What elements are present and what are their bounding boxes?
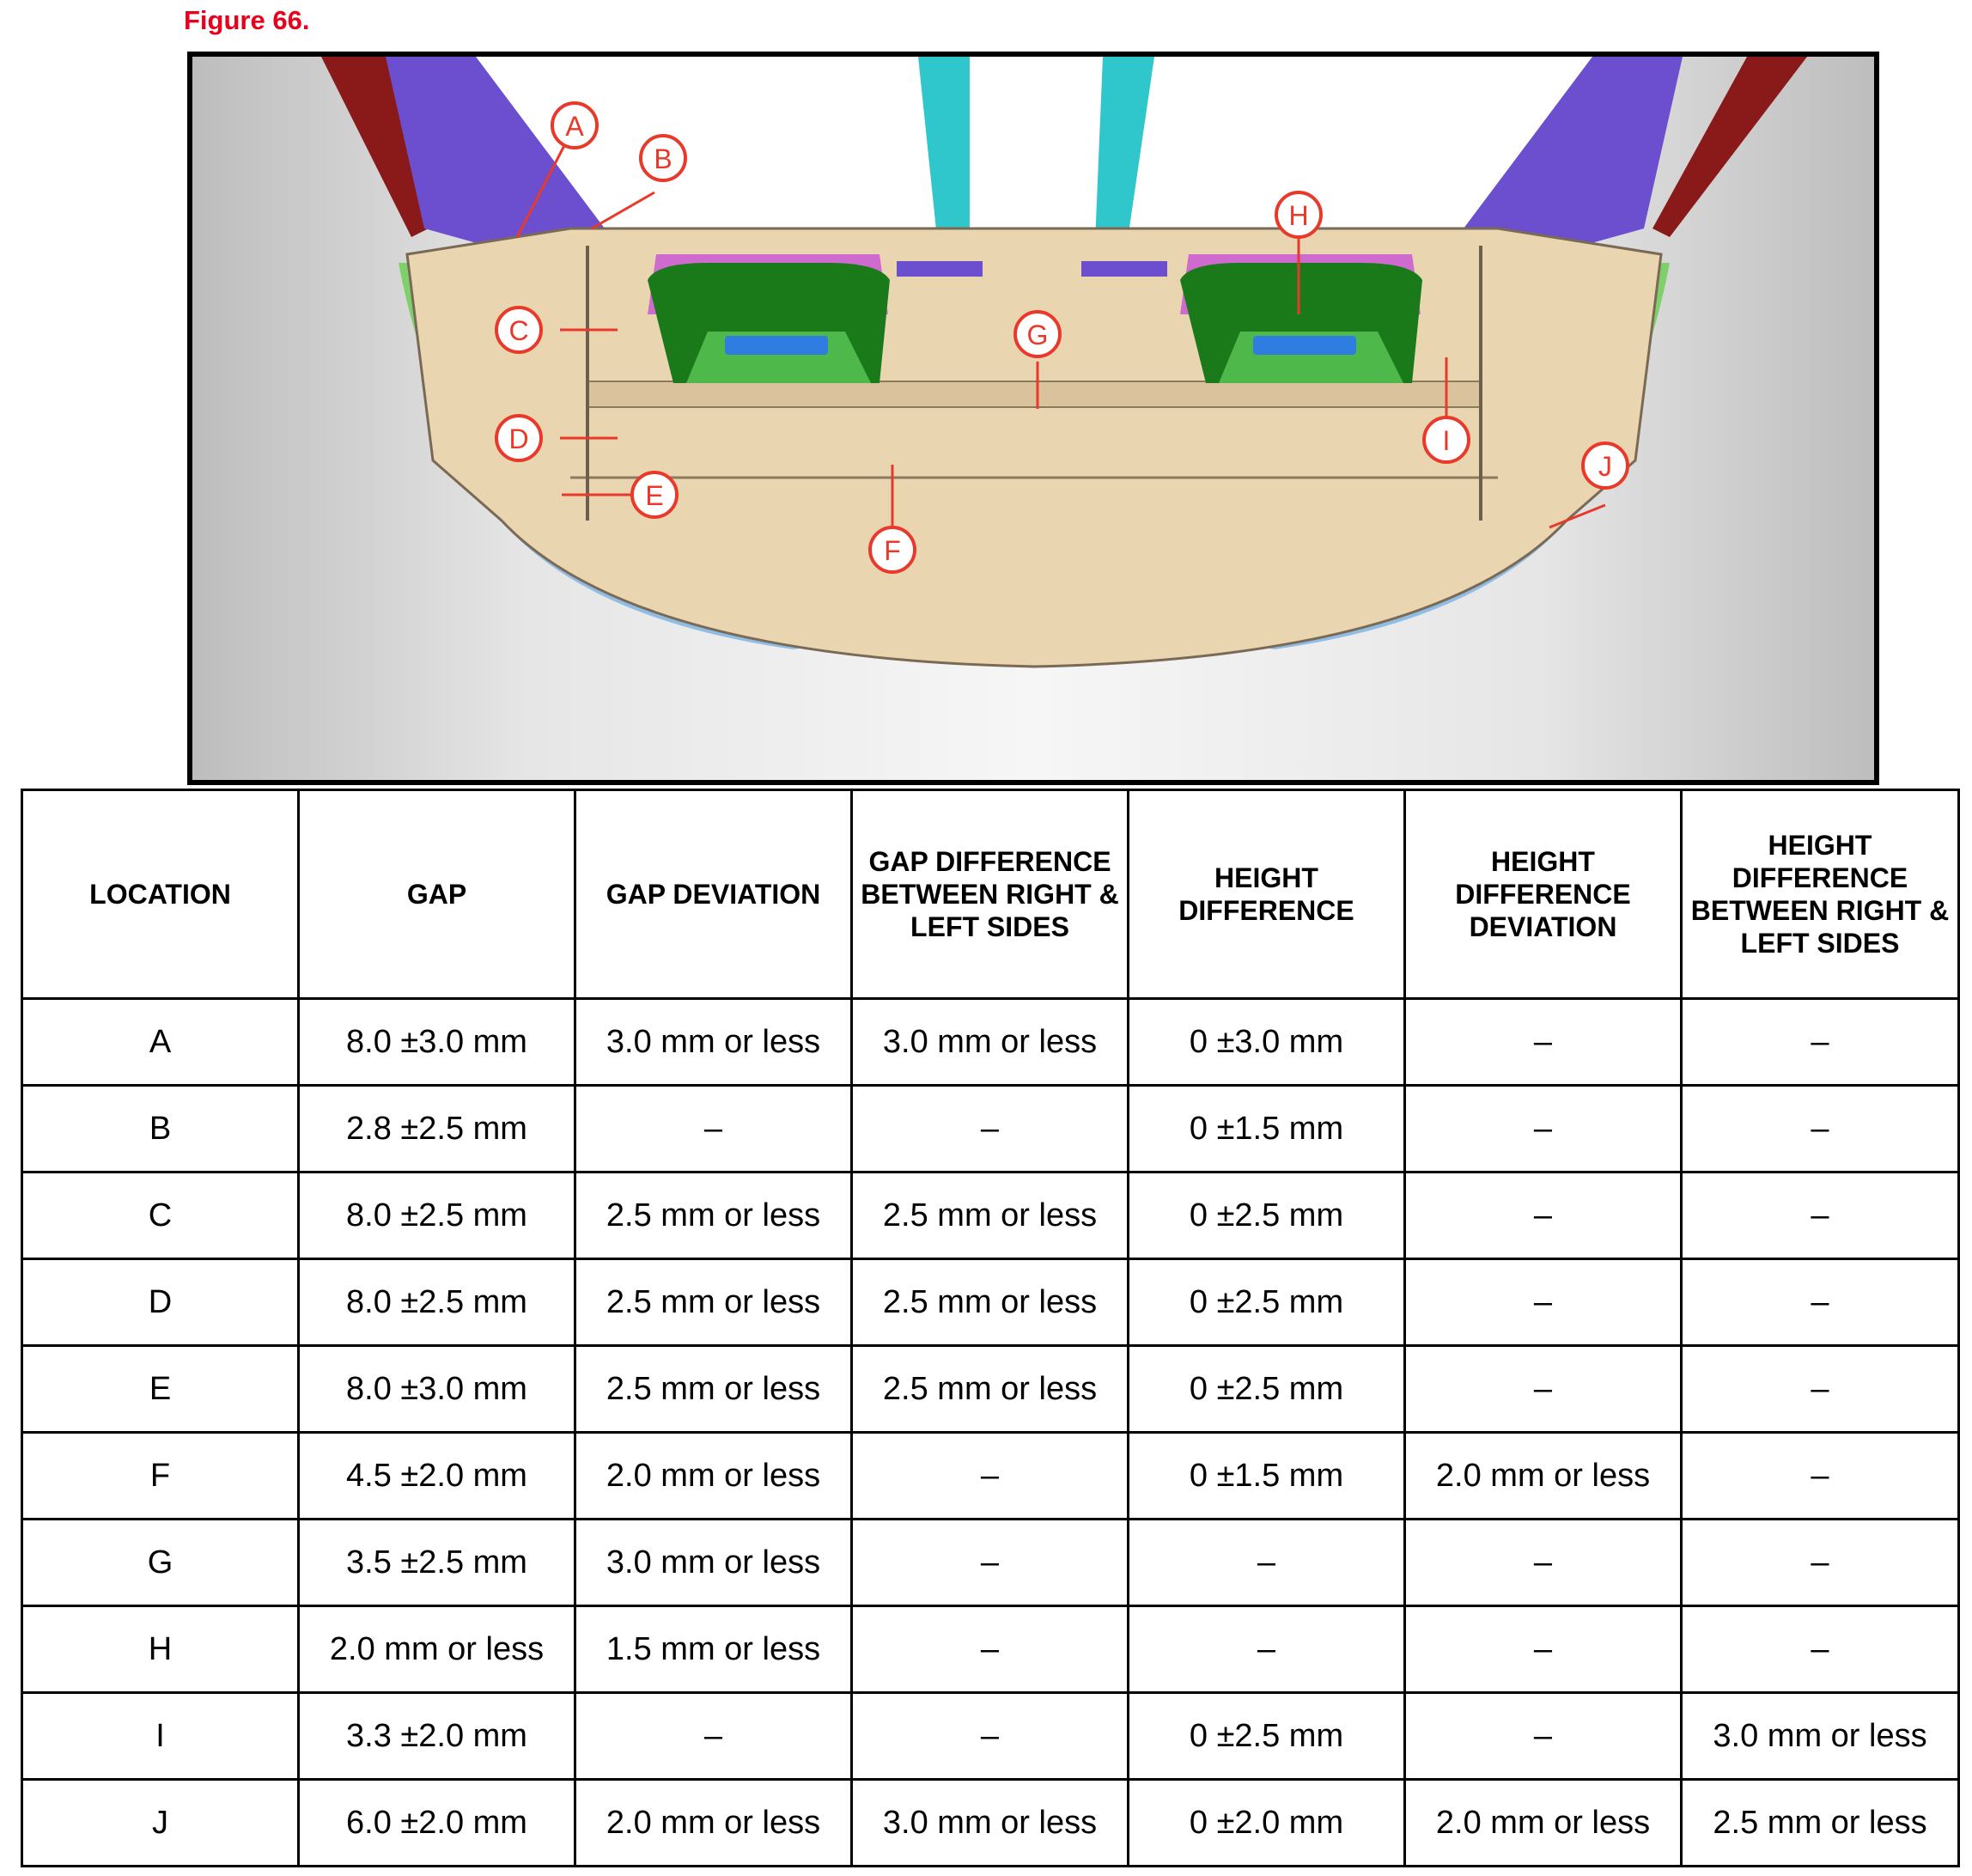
table-cell: 2.5 mm or less — [1682, 1780, 1959, 1867]
table-row — [22, 1259, 1959, 1346]
table-cell: 2.0 mm or less — [1405, 1433, 1682, 1520]
table-cell: 0 ±2.5 mm — [1129, 1346, 1405, 1433]
table-cell: – — [1405, 1606, 1682, 1693]
callout-f: F — [884, 535, 901, 566]
table-cell: 0 ±3.0 mm — [1129, 999, 1405, 1086]
table-cell: – — [1405, 1172, 1682, 1259]
header-gap-difference: GAP DIFFERENCE BETWEEN RIGHT & LEFT SIDES — [852, 790, 1129, 999]
table-cell: 0 ±2.5 mm — [1129, 1172, 1405, 1259]
table-cell: 0 ±1.5 mm — [1129, 1433, 1405, 1520]
header-height-difference: HEIGHT DIFFERENCE — [1129, 790, 1405, 999]
table-cell: 4.5 ±2.0 mm — [299, 1433, 575, 1520]
table-cell: – — [852, 1086, 1129, 1172]
table-header-row — [22, 790, 1959, 999]
table-cell: F — [22, 1433, 299, 1520]
left-pocket-light — [725, 336, 828, 355]
table-row — [22, 1520, 1959, 1606]
table-cell: I — [22, 1693, 299, 1780]
callout-a: A — [565, 111, 584, 142]
table-cell: 2.0 mm or less — [299, 1606, 575, 1693]
table-row — [22, 1693, 1959, 1780]
callout-b: B — [654, 143, 673, 174]
clip-left — [897, 261, 983, 277]
table-cell: D — [22, 1259, 299, 1346]
table-cell: – — [1682, 1259, 1959, 1346]
table-cell: – — [1682, 1606, 1959, 1693]
table-cell: 2.5 mm or less — [575, 1259, 852, 1346]
table-cell: 3.3 ±2.0 mm — [299, 1693, 575, 1780]
table-cell: – — [1682, 1346, 1959, 1433]
table-cell: 3.5 ±2.5 mm — [299, 1520, 575, 1606]
upper-beam — [587, 381, 1481, 407]
table-cell: H — [22, 1606, 299, 1693]
table-cell: C — [22, 1172, 299, 1259]
table-cell: – — [852, 1606, 1129, 1693]
header-gap: GAP — [299, 790, 575, 999]
table-cell: 2.0 mm or less — [1405, 1780, 1682, 1867]
table-cell: – — [1405, 1259, 1682, 1346]
table-cell: 2.5 mm or less — [575, 1346, 852, 1433]
header-height-difference-deviation: HEIGHT DIFFERENCE DEVIATION — [1405, 790, 1682, 999]
callout-g: G — [1026, 320, 1049, 350]
bumper-illustration — [187, 52, 1879, 785]
table-row — [22, 1606, 1959, 1693]
table-cell: – — [852, 1693, 1129, 1780]
right-pocket-light — [1253, 336, 1356, 355]
table-cell: 8.0 ±3.0 mm — [299, 1346, 575, 1433]
table-cell: 2.5 mm or less — [852, 1346, 1129, 1433]
bumper-drawing — [192, 57, 1874, 780]
table-row — [22, 1780, 1959, 1867]
table-cell: – — [1405, 999, 1682, 1086]
table-cell: 8.0 ±2.5 mm — [299, 1259, 575, 1346]
table-cell: – — [1405, 1346, 1682, 1433]
table-cell: 2.0 mm or less — [575, 1780, 852, 1867]
table-cell: – — [1405, 1086, 1682, 1172]
callout-j: J — [1598, 451, 1612, 482]
table-cell: 3.0 mm or less — [852, 1780, 1129, 1867]
header-gap-deviation: GAP DEVIATION — [575, 790, 852, 999]
table-cell: – — [1405, 1693, 1682, 1780]
table-cell: 1.5 mm or less — [575, 1606, 852, 1693]
table-row — [22, 1172, 1959, 1259]
table-row — [22, 999, 1959, 1086]
table-row — [22, 1433, 1959, 1520]
callout-i: I — [1442, 425, 1451, 456]
table-cell: – — [1682, 1520, 1959, 1606]
table-cell: 0 ±2.0 mm — [1129, 1780, 1405, 1867]
table-body — [22, 999, 1959, 1867]
table-cell: – — [575, 1086, 852, 1172]
table-cell: 2.5 mm or less — [575, 1172, 852, 1259]
table-cell: A — [22, 999, 299, 1086]
table-cell: 8.0 ±3.0 mm — [299, 999, 575, 1086]
table-cell: – — [1129, 1606, 1405, 1693]
table-cell: 2.0 mm or less — [575, 1433, 852, 1520]
table-cell: 3.0 mm or less — [575, 999, 852, 1086]
callout-h: H — [1288, 200, 1309, 231]
table-cell: – — [575, 1693, 852, 1780]
trunk-opening — [450, 57, 1618, 254]
table-cell: 3.0 mm or less — [1682, 1693, 1959, 1780]
table-cell: 0 ±1.5 mm — [1129, 1086, 1405, 1172]
table-cell: – — [1405, 1520, 1682, 1606]
table-cell: 2.5 mm or less — [852, 1259, 1129, 1346]
clip-right — [1081, 261, 1167, 277]
table-cell: – — [852, 1433, 1129, 1520]
header-location: LOCATION — [22, 790, 299, 999]
callout-d: D — [508, 423, 529, 454]
table-cell: B — [22, 1086, 299, 1172]
table-cell: 6.0 ±2.0 mm — [299, 1780, 575, 1867]
header-height-difference-between-sides: HEIGHT DIFFERENCE BETWEEN RIGHT & LEFT SIDES — [1682, 790, 1959, 999]
table-cell: – — [1682, 1172, 1959, 1259]
table-cell: 0 ±2.5 mm — [1129, 1693, 1405, 1780]
table-cell: G — [22, 1520, 299, 1606]
table-cell: – — [852, 1520, 1129, 1606]
table-cell: 0 ±2.5 mm — [1129, 1259, 1405, 1346]
spec-table — [21, 789, 1960, 1867]
table-cell: J — [22, 1780, 299, 1867]
table-cell: 2.5 mm or less — [852, 1172, 1129, 1259]
table-row — [22, 1086, 1959, 1172]
table-cell: – — [1682, 999, 1959, 1086]
table-cell: 3.0 mm or less — [852, 999, 1129, 1086]
figure-title: Figure 66. — [184, 5, 310, 35]
table-cell: – — [1682, 1086, 1959, 1172]
table-cell: 8.0 ±2.5 mm — [299, 1172, 575, 1259]
callout-e: E — [645, 480, 664, 511]
table-cell: 2.8 ±2.5 mm — [299, 1086, 575, 1172]
callout-c: C — [508, 315, 529, 346]
table-row — [22, 1346, 1959, 1433]
table-cell: – — [1129, 1520, 1405, 1606]
table-cell: 3.0 mm or less — [575, 1520, 852, 1606]
table-cell: – — [1682, 1433, 1959, 1520]
table-cell: E — [22, 1346, 299, 1433]
